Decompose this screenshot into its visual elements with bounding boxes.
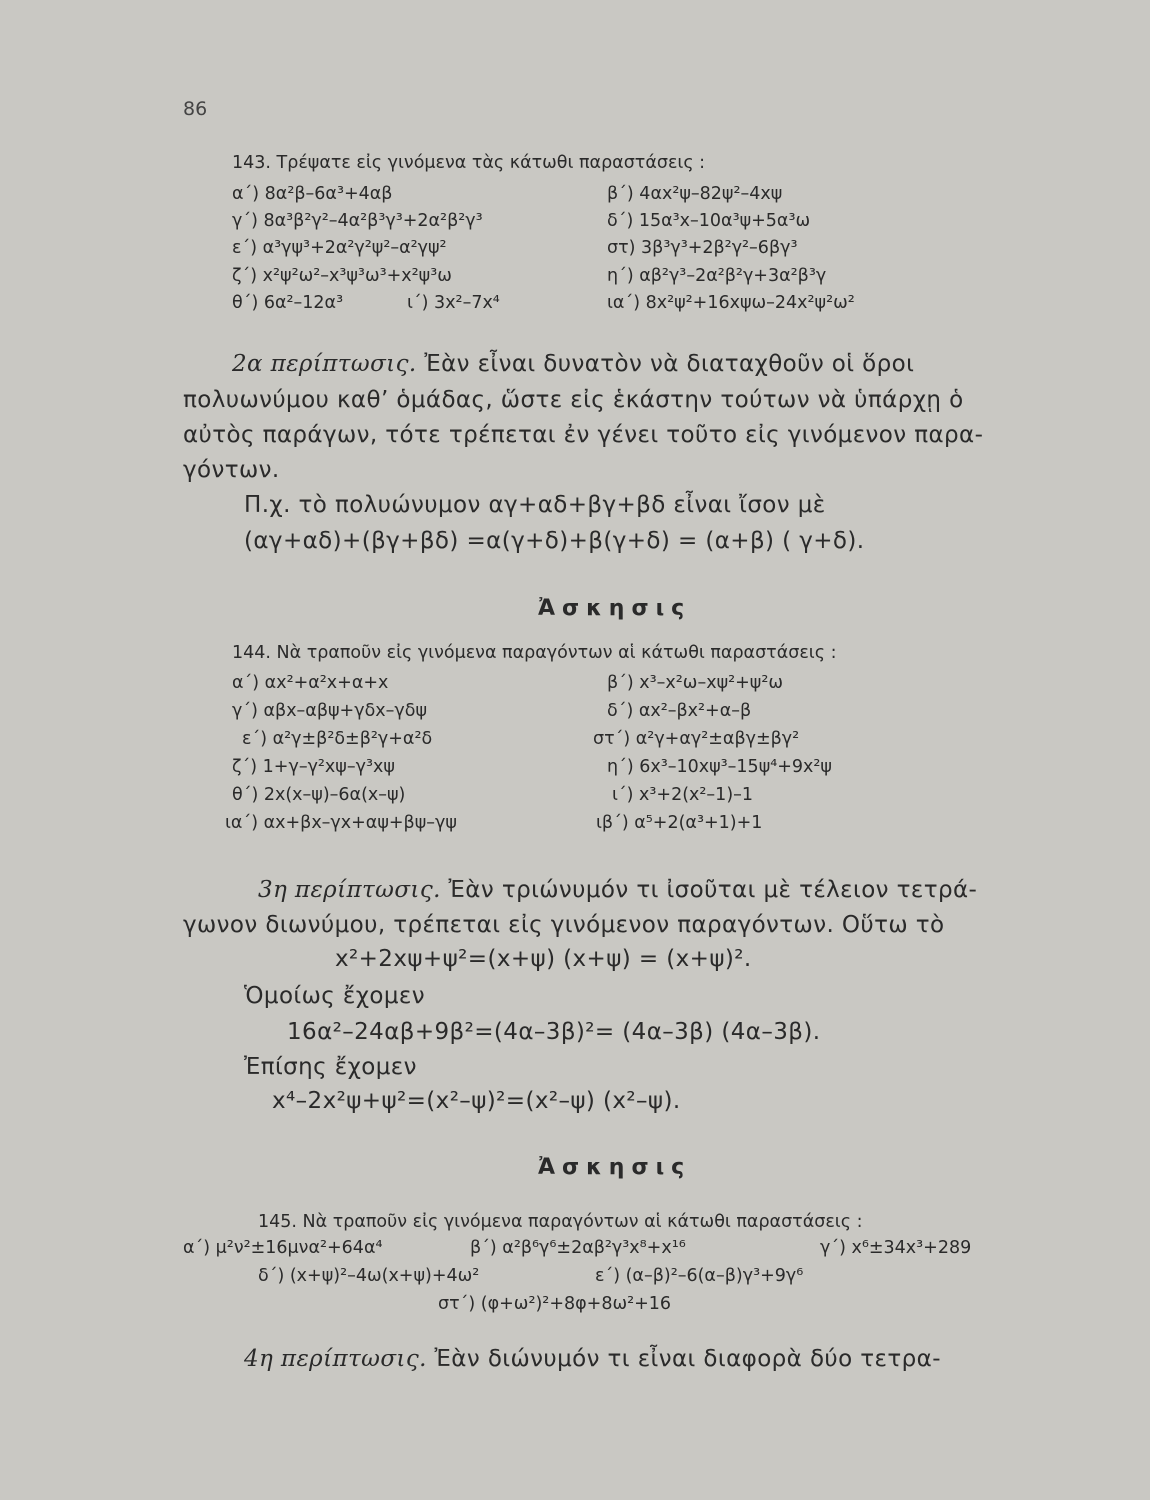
exercise-144-item-d: δ΄) αx²–βx²+α–β bbox=[607, 701, 752, 721]
case-4-label: 4η περίπτωσις. bbox=[244, 1346, 427, 1372]
exercise-144-item-th: θ΄) 2x(x–ψ)–6α(x–ψ) bbox=[232, 785, 406, 805]
case-2-line-1 bbox=[232, 351, 914, 377]
exercise-143-item-ia: ια΄) 8x²ψ²+16xψω–24x²ψ²ω² bbox=[607, 293, 855, 313]
exercise-144-item-i: ι΄) x³+2(x²–1)–1 bbox=[612, 785, 754, 805]
exercise-143-item-th: θ΄) 6α²–12α³ bbox=[232, 293, 344, 313]
exercise-143-item-a: α΄) 8α²β–6α³+4αβ bbox=[232, 184, 393, 204]
exercise-145-item-e: ε΄) (α–β)²–6(α–β)γ³+9γ⁶ bbox=[595, 1266, 804, 1286]
exercise-143-item-z: ζ΄) x²ψ²ω²–x³ψ³ω³+x²ψ³ω bbox=[232, 266, 452, 286]
exercises-heading-2: Ἀσκησις bbox=[538, 1155, 692, 1180]
exercise-144-item-ib: ιβ΄) α⁵+2(α³+1)+1 bbox=[596, 813, 763, 833]
exercise-143-item-e: ε΄) α³γψ³+2α²γ²ψ²–α²γψ² bbox=[232, 238, 447, 258]
exercise-143-item-c: γ΄) 8α³β²γ²–4α²β³γ³+2α²β²γ³ bbox=[232, 211, 483, 231]
case-2-example-2: (αγ+αδ)+(βγ+βδ) =α(γ+δ)+β(γ+δ) = (α+β) ( γ+δ). bbox=[244, 528, 865, 554]
case-3-similar: Ὁμοίως ἔχομεν bbox=[244, 983, 425, 1009]
exercise-143-item-st: στ) 3β³γ³+2β²γ²–6βγ³ bbox=[607, 238, 798, 258]
case-2-example-1: Π.χ. τὸ πολυώνυμον αγ+αδ+βγ+βδ εἶναι ἴσον μὲ bbox=[244, 492, 826, 518]
case-2-label: 2α περίπτωσις. bbox=[232, 351, 417, 377]
exercise-145-item-st: στ΄) (φ+ω²)²+8φ+8ω²+16 bbox=[438, 1294, 672, 1314]
case-3-equation-1: x²+2xψ+ψ²=(x+ψ) (x+ψ) = (x+ψ)². bbox=[335, 946, 752, 972]
exercise-144-item-a: α΄) αx²+α²x+α+x bbox=[232, 673, 389, 693]
case-3-text-1: Ἐὰν τριώνυμόν τι ἰσοῦται μὲ τέλειον τετρά- bbox=[448, 877, 978, 903]
exercise-144-item-e: ε΄) α²γ±β²δ±β²γ+α²δ bbox=[242, 729, 433, 749]
exercise-144-item-z: ζ΄) 1+γ–γ²xψ–γ³xψ bbox=[232, 757, 395, 777]
case-3-label: 3η περίπτωσις. bbox=[258, 877, 441, 903]
page-number: 86 bbox=[183, 98, 208, 120]
exercise-144-item-h: η΄) 6x³–10xψ³–15ψ⁴+9x²ψ bbox=[607, 757, 832, 777]
exercise-144-item-c: γ΄) αβx–αβψ+γδx–γδψ bbox=[232, 701, 427, 721]
exercise-143-title: 143. Τρέψατε εἰς γινόμενα τὰς κάτωθι παραστάσεις : bbox=[232, 153, 706, 173]
exercise-144-item-st: στ΄) α²γ+αγ²±αβγ±βγ² bbox=[593, 729, 800, 749]
case-3-equation-2: 16α²–24αβ+9β²=(4α–3β)²= (4α–3β) (4α–3β). bbox=[287, 1019, 821, 1045]
exercise-143-item-d: δ΄) 15α³x–10α³ψ+5α³ω bbox=[607, 211, 811, 231]
exercise-143-item-h: η΄) αβ²γ³–2α²β²γ+3α²β³γ bbox=[607, 266, 827, 286]
exercises-heading-1: Ἀσκησις bbox=[538, 596, 692, 621]
exercise-143-item-b: β΄) 4αx²ψ–82ψ²–4xψ bbox=[607, 184, 783, 204]
exercise-144-item-b: β΄) x³–x²ω–xψ²+ψ²ω bbox=[607, 673, 783, 693]
case-2-line-3: αὐτὸς παράγων, τότε τρέπεται ἐν γένει τοῦτο εἰς γινόμενον παρα- bbox=[183, 422, 984, 448]
exercise-145-title: 145. Νὰ τραποῦν εἰς γινόμενα παραγόντων αἱ κάτωθι παραστάσεις : bbox=[258, 1212, 863, 1232]
case-4-text-1: Ἐὰν διώνυμόν τι εἶναι διαφορὰ δύο τετρα- bbox=[434, 1346, 941, 1372]
exercise-145-item-b: β΄) α²β⁶γ⁶±2αβ²γ³x⁸+x¹⁶ bbox=[470, 1238, 686, 1258]
exercise-145-item-a: α΄) μ²ν²±16μνα²+64α⁴ bbox=[183, 1238, 383, 1258]
exercise-145-item-d: δ΄) (x+ψ)²–4ω(x+ψ)+4ω² bbox=[258, 1266, 480, 1286]
exercise-145-item-c: γ΄) x⁶±34x³+289 bbox=[820, 1238, 972, 1258]
case-3-also: Ἐπίσης ἔχομεν bbox=[244, 1054, 417, 1080]
case-3-line-1 bbox=[258, 877, 977, 903]
case-3-equation-3: x⁴–2x²ψ+ψ²=(x²–ψ)²=(x²–ψ) (x²–ψ). bbox=[272, 1088, 681, 1114]
exercise-144-title: 144. Νὰ τραποῦν εἰς γινόμενα παραγόντων αἱ κάτωθι παραστάσεις : bbox=[232, 643, 837, 663]
case-4-line-1 bbox=[244, 1346, 941, 1372]
exercise-143-item-i: ι΄) 3x²–7x⁴ bbox=[407, 293, 500, 313]
case-2-line-2: πολυωνύμου καθ’ ὁμάδας, ὥστε εἰς ἑκάστην τούτων νὰ ὑπάρχῃ ὁ bbox=[183, 387, 964, 413]
case-3-line-2: γωνον διωνύμου, τρέπεται εἰς γινόμενον παραγόντων. Οὕτω τὸ bbox=[183, 912, 945, 938]
case-2-line-4: γόντων. bbox=[183, 457, 280, 483]
exercise-144-item-ia: ια΄) αx+βx–γx+αψ+βψ–γψ bbox=[225, 813, 457, 833]
case-2-text-1: Ἐὰν εἶναι δυνατὸν νὰ διαταχθοῦν οἱ ὅροι bbox=[424, 351, 915, 377]
